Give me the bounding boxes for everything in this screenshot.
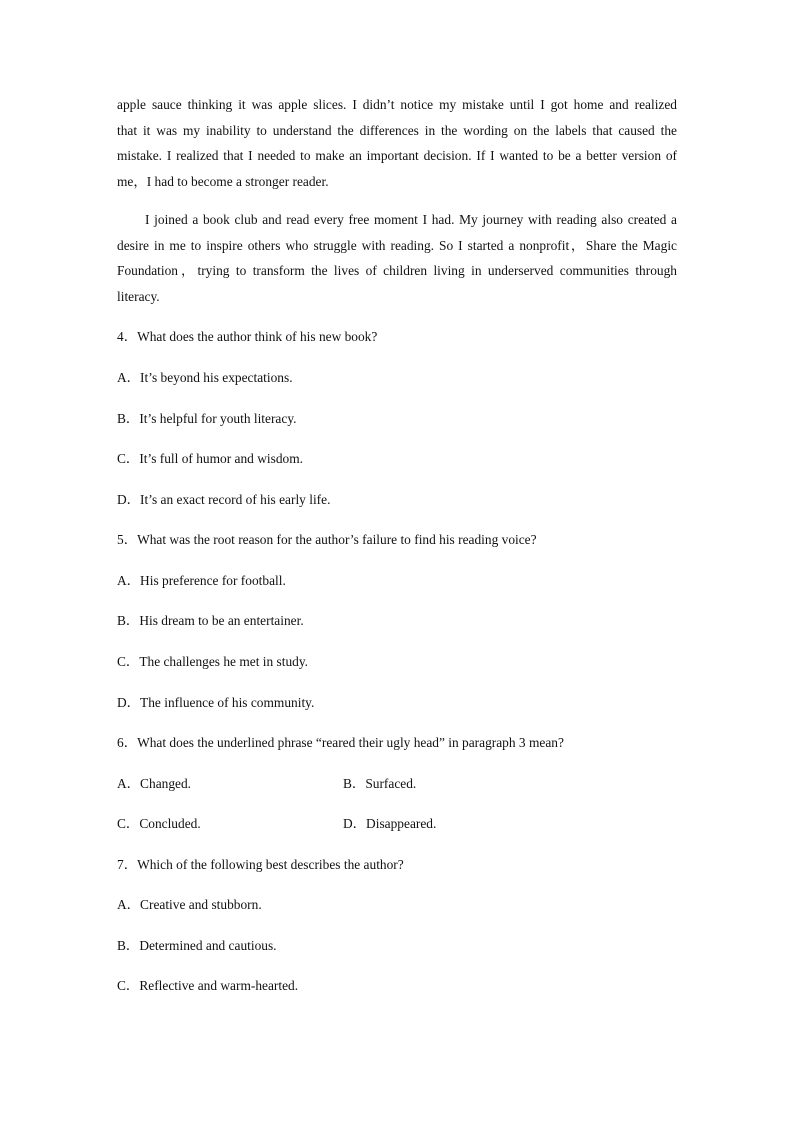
paragraph-line: that it was my inability to understand the differences in the wording on the labels that caused the bbox=[117, 122, 677, 138]
question-6-option-b: B．Surfaced. bbox=[343, 776, 417, 791]
question-4-stem: 4．What does the author think of his new book? bbox=[117, 329, 378, 344]
paragraph-line: literacy. bbox=[117, 288, 160, 304]
question-4-option-b: B．It’s helpful for youth literacy. bbox=[117, 411, 297, 426]
question-7-option-a: A．Creative and stubborn. bbox=[117, 897, 262, 912]
paragraph-line: I joined a book club and read every free moment I had. My journey with reading also created a bbox=[145, 212, 677, 227]
question-5-option-d: D．The influence of his community. bbox=[117, 695, 315, 710]
question-7-option-b: B．Determined and cautious. bbox=[117, 938, 277, 953]
paragraph-line: mistake. I realized that I needed to make an important decision. If I wanted to be a better version of bbox=[117, 148, 677, 164]
question-6-option-d: D．Disappeared. bbox=[343, 816, 437, 831]
question-5-option-a: A．His preference for football. bbox=[117, 573, 286, 588]
question-6-stem: 6．What does the underlined phrase “reared their ugly head” in paragraph 3 mean? bbox=[117, 735, 564, 750]
question-6-option-c: C．Concluded. bbox=[117, 816, 201, 831]
question-5-stem: 5．What was the root reason for the author’s failure to find his reading voice? bbox=[117, 532, 537, 547]
paragraph-line: Foundation，trying to transform the lives of children living in underserved communities through bbox=[117, 263, 677, 279]
question-4-option-d: D．It’s an exact record of his early life. bbox=[117, 492, 331, 507]
question-7-stem: 7．Which of the following best describes the author? bbox=[117, 857, 404, 872]
paragraph-line: me，I had to become a stronger reader. bbox=[117, 173, 329, 189]
question-7-option-c: C．Reflective and warm-hearted. bbox=[117, 978, 299, 993]
paragraph-line: desire in me to inspire others who struggle with reading. So I started a nonprofit，Share the Magic bbox=[117, 237, 677, 253]
paragraph-line: apple sauce thinking it was apple slices. I didn’t notice my mistake until I got home and realized bbox=[117, 97, 677, 112]
question-5-option-b: B．His dream to be an entertainer. bbox=[117, 613, 304, 628]
question-6-option-a: A．Changed. bbox=[117, 776, 192, 791]
question-5-option-c: C．The challenges he met in study. bbox=[117, 654, 309, 669]
question-4-option-c: C．It’s full of humor and wisdom. bbox=[117, 451, 303, 466]
passage-paragraph-2 bbox=[117, 207, 677, 309]
passage-paragraph-1 bbox=[117, 92, 677, 194]
question-4-option-a: A．It’s beyond his expectations. bbox=[117, 370, 293, 385]
